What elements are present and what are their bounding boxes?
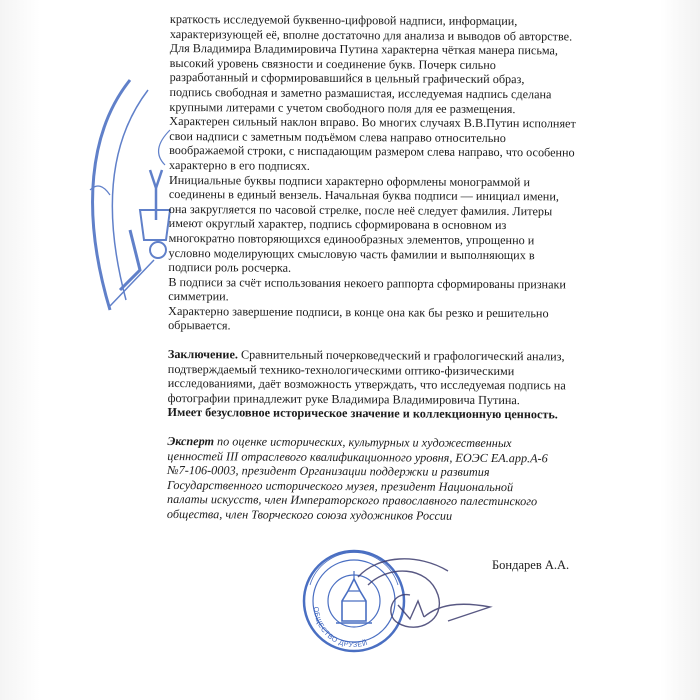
text-line: фотографии принадлежит руке Владимира Владимировича Путина. [167,390,520,407]
text-line: крупными литерами с учетом свободного поля для ее размещения. [169,99,516,116]
conclusion-text: Сравнительный почерковедческий и графологический анализ, [237,347,565,364]
text-line: В подписи за счёт использования некоего раппорта сформированы признаки [168,274,566,292]
text-line: общества, член Творческого союза художников России [166,506,453,523]
expert-text: по оценке исторических, культурных и художественных [213,434,512,451]
expert-section [167,434,588,524]
left-stamp-seal [70,70,180,330]
text-line: симметрии. [168,289,229,304]
signer-name: Бондарев А.А. [492,558,570,572]
text-line: воображаемой строки, с ниспадающим размером слева направо, что особенно [169,143,575,160]
text-line: обрывается. [168,318,231,333]
svg-text:ОБЩЕСТВО ДРУЗЕЙ [312,607,369,649]
text-line: Государственного исторического музея, президент Национальной [167,477,514,494]
text-line: разработанный и сформировавшийся в цельный графический образ, [169,70,525,87]
text-line: Характерен сильный наклон вправо. Во многих случаях В.В.Путин исполняет [169,114,576,131]
text-line: она закругляется по часовой стрелке, после неё следует фамилия. Литеры [168,201,553,219]
paragraph-2 [168,173,589,278]
text-line: палаты искусств, член Императорского православного палестинского [166,492,538,509]
text-line: условно моделирующих смысловую часть фамилии и выполняющих в [168,245,535,262]
text-line: №7-106-0003, президент Организации поддержки и развития [167,463,490,480]
text-line: высокий уровень связности и соединение букв. Почерк сильно [169,55,496,72]
conclusion-verdict: Имеет безусловное историческое значение и коллекционную ценность. [167,405,558,422]
paragraph-1 [169,12,590,175]
text-line: многократно повторяющихся единообразных элементов, упрощенно и [168,230,535,248]
paragraph-4 [168,304,588,336]
document-body [167,12,590,524]
text-line: подписи роль росчерка. [168,260,292,275]
bottom-stamp-seal [298,545,498,655]
text-line: свои надписи с заметным подъёмом слева направо относительно [169,128,506,145]
text-line: соединены в единый вензель. Начальная буква подписи — инициал имени, [168,187,559,204]
text-line: краткость исследуемой буквенно-цифровой надписи, информации, [169,12,518,29]
text-line: подпись свободная и заметно размашистая, исследуемая надпись сделана [169,84,552,102]
text-line: ценностей III отраслевого квалификационного уровня, ЕОЭС ЕА.арр.А-6 [167,448,548,465]
text-line: Инициальные буквы подписи характерно оформлены монограммой и [168,172,531,189]
expert-label: Эксперт [167,434,215,449]
text-line: Характерно завершение подписи, в конце она как бы резко и решительно [168,303,549,321]
text-line: Для Владимира Владимировича Путина характерна чёткая манера письма, [169,41,559,58]
conclusion-label: Заключение. [167,347,238,362]
text-line: характеризующей её, вполне достаточно для анализа и выводов об авторстве. [169,26,573,44]
text-line: исследованиями, даёт возможность утверждать, что исследуемая подпись на [167,376,566,393]
seal-text: ОБЩЕСТВО ДРУЗЕЙ [311,606,369,650]
text-line: имеют округлый характер, подпись сформирована в основном из [168,216,507,233]
paragraph-3 [168,275,588,307]
text-line: подтверждаемый технико-технологическими оптико-физическими [167,361,515,378]
conclusion-section [168,347,588,423]
text-line: характерно в его подписях. [169,157,310,173]
